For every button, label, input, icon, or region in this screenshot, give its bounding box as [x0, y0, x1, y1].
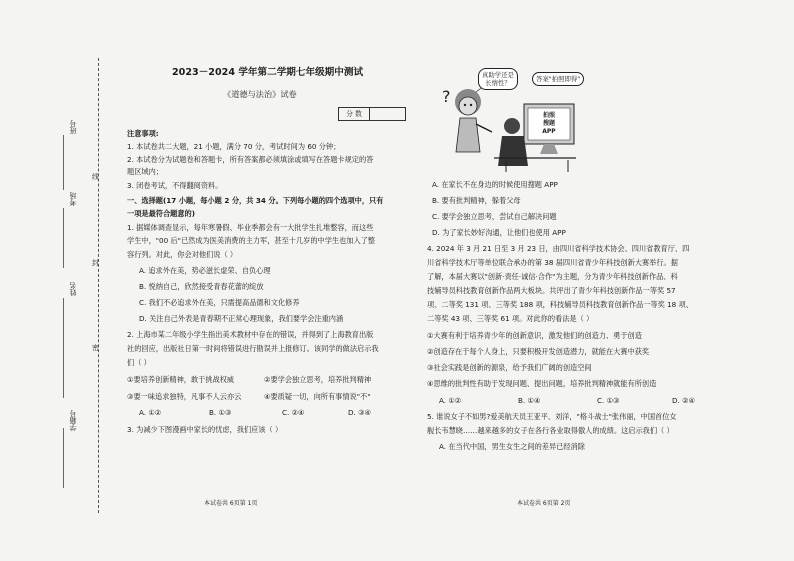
- notes-heading: 注意事项:: [127, 129, 159, 138]
- screen-line: 拍照: [542, 112, 555, 119]
- notes-item: 3. 闭卷考试，不得翻阅资料。: [127, 181, 223, 190]
- q4-stem: 项、二等奖 131 项、三等奖 188 项，科技辅导员科技教育创新作品一等奖 18 项、: [427, 300, 693, 309]
- q3-option-a: A. 在家长不在身边的时候使用搜题 APP: [432, 180, 558, 189]
- q2-stem: 2. 上海市某二年级小学生指出美术教材中存在的错误，并得到了上海教育出版: [127, 330, 374, 339]
- page-footer-right: 本试卷共 6页第 2页: [517, 500, 571, 507]
- q1-option-b: B. 悦纳自己，欣然接受青春花蕾的绽放: [139, 282, 264, 291]
- binding-strip: [0, 0, 104, 561]
- q1-stem: 1. 据媒体调查显示，每年寒暑假、毕业季都会有一大批学生扎堆整容，而这些: [127, 223, 374, 232]
- q2-stem: 们（ ）: [127, 358, 151, 367]
- field-student-id: 学籍号: [69, 410, 77, 431]
- field-line: [63, 135, 64, 190]
- field-name: 姓名: [69, 282, 77, 296]
- section-heading: 一项是最符合题意的): [127, 209, 195, 218]
- q2-option-b: B. ①③: [209, 408, 232, 417]
- q4-option-a: A. ①②: [439, 396, 462, 405]
- section-heading: 一、选择题(17 小题，每小题 2 分，共 34 分。下列每小题的四个选项中，只有: [127, 196, 384, 205]
- q1-stem: 容行列。对此，你会对他们说（ ）: [127, 250, 238, 259]
- q2-statement: ④要质疑一切，向所有事情说"不": [264, 392, 371, 401]
- field-class-number: 班号: [69, 120, 77, 134]
- screen-text: [530, 112, 568, 136]
- q5-stem: 5. 谁说女子不如男?爱美航天员王亚平、刘洋，"格斗战士"张伟丽，中国首位女: [427, 412, 677, 421]
- q2-statement: ②要学会独立思考，培养批判精神: [264, 375, 372, 384]
- score-cell: [370, 108, 405, 120]
- notes-item: 2. 本试卷分为试题卷和答题卡，所有答案都必须填涂或填写在答题卡规定的答: [127, 155, 374, 164]
- q4-statement: ①大赛有利于培养青少年的创新意识，激发他们的创造力、勇于创造: [427, 331, 642, 340]
- q3-option-c: C. 要学会独立思考，尝试自己解决问题: [432, 212, 557, 221]
- seal-mark-seal: 封: [92, 259, 99, 267]
- q4-option-c: C. ①③: [597, 396, 620, 405]
- svg-text:?: ?: [442, 87, 451, 106]
- notes-item: 1. 本试卷共二大题，21 小题，满分 70 分，考试时间为 60 分钟；: [127, 142, 341, 151]
- speech-bubble-parent: [478, 68, 518, 90]
- q2-option-d: D. ③④: [348, 408, 371, 417]
- seal-mark-line: 线: [92, 173, 99, 181]
- field-line: [63, 208, 64, 268]
- score-label: 分 数: [339, 108, 370, 120]
- q4-stem: 技辅导员科技教育创新作品两大板块。共评出了青少年科技创新作品一等奖 57: [427, 286, 676, 295]
- exam-subtitle: 《道德与法治》试卷: [223, 89, 297, 99]
- q4-stem: 4. 2024 年 3 月 21 日至 3 月 23 日，由四川省科学技术协会、四川省教育厅、四: [427, 244, 690, 253]
- q3-stem: 3. 为减少下图漫画中家长的忧虑，我们应该（ ）: [127, 425, 283, 434]
- binding-dashed-line: [98, 58, 99, 513]
- q2-option-c: C. ②④: [282, 408, 305, 417]
- q4-option-b: B. ①④: [518, 396, 541, 405]
- field-line: [63, 298, 64, 398]
- q3-option-b: B. 要有批判精神，躲着父母: [432, 196, 521, 205]
- q3-cartoon: [436, 62, 586, 174]
- speech-bubble-child: 答案"拍照即得": [532, 72, 584, 86]
- q2-statement: ①要培养创新精神，敢于挑战权威: [127, 375, 235, 384]
- q2-statement: ③要一味追求独特，凡事不人云亦云: [127, 392, 242, 401]
- q4-statement: ②创造存在于每个人身上，只要积极开发创造潜力，就能在大赛中获奖: [427, 347, 650, 356]
- q4-stem: 了解，本届大赛以"创新·责任·诚信·合作"为主题，分为青少年科技创新作品、科: [427, 272, 678, 281]
- q1-option-d: D. 关注自己外表是青春期不正常心理现象，我们要学会注重内涵: [139, 314, 344, 323]
- screen-line: 搜题: [542, 120, 555, 127]
- q4-stem: 川省科学技术厅等单位联合承办的第 38 届四川省青少年科技创新大赛举行。据: [427, 258, 678, 267]
- field-line: [63, 428, 64, 488]
- seal-mark-secret: 密: [92, 344, 99, 352]
- q1-stem: 学生中，"00 后"已然成为医美消费的主力军，甚至十几岁的中学生也加入了整: [127, 236, 376, 245]
- bubble-line: 真助学还是: [482, 71, 514, 79]
- q4-stem: 二等奖 43 项、三等奖 61 项。对此你的看法是（ ）: [427, 314, 594, 323]
- q1-option-c: C. 我们不必追求外在美，只需提高品德和文化修养: [139, 298, 300, 307]
- q3-option-d: D. 为了家长妙好沟通，让他们也使用 APP: [432, 228, 566, 237]
- bubble-line: 长惰性？: [485, 79, 511, 87]
- q5-stem: 舰长韦慧晓……越来越多的女子在各行各业取得傲人的成绩。这启示我们（ ）: [427, 426, 674, 435]
- score-box: [338, 107, 406, 121]
- exam-title: 2023－2024 学年第二学期七年级期中测试: [172, 67, 364, 78]
- q2-option-a: A. ①②: [139, 408, 162, 417]
- q4-option-d: D. ②④: [672, 396, 695, 405]
- q5-option-a: A. 在当代中国，男生女生之间的差异已经消除: [439, 442, 585, 451]
- q4-statement: ③社会实践是创新的源泉，给予我们广阔的创造空间: [427, 363, 592, 372]
- page-footer-left: 本试卷共 6页第 1页: [204, 500, 258, 507]
- field-exam-room: 考场: [69, 192, 77, 206]
- q4-statement: ④思维的批判性有助于发现问题、提出问题，培养批判精神就能有所创造: [427, 379, 657, 388]
- notes-item: 题区域内；: [127, 167, 163, 176]
- q2-stem: 社的回应，出版社日第一时间将错误进行勘误并上报修订。该同学的做法启示我: [127, 344, 379, 353]
- q1-option-a: A. 追求外在美，势必滋长虚荣、自负心理: [139, 266, 271, 275]
- screen-line: APP: [542, 128, 556, 135]
